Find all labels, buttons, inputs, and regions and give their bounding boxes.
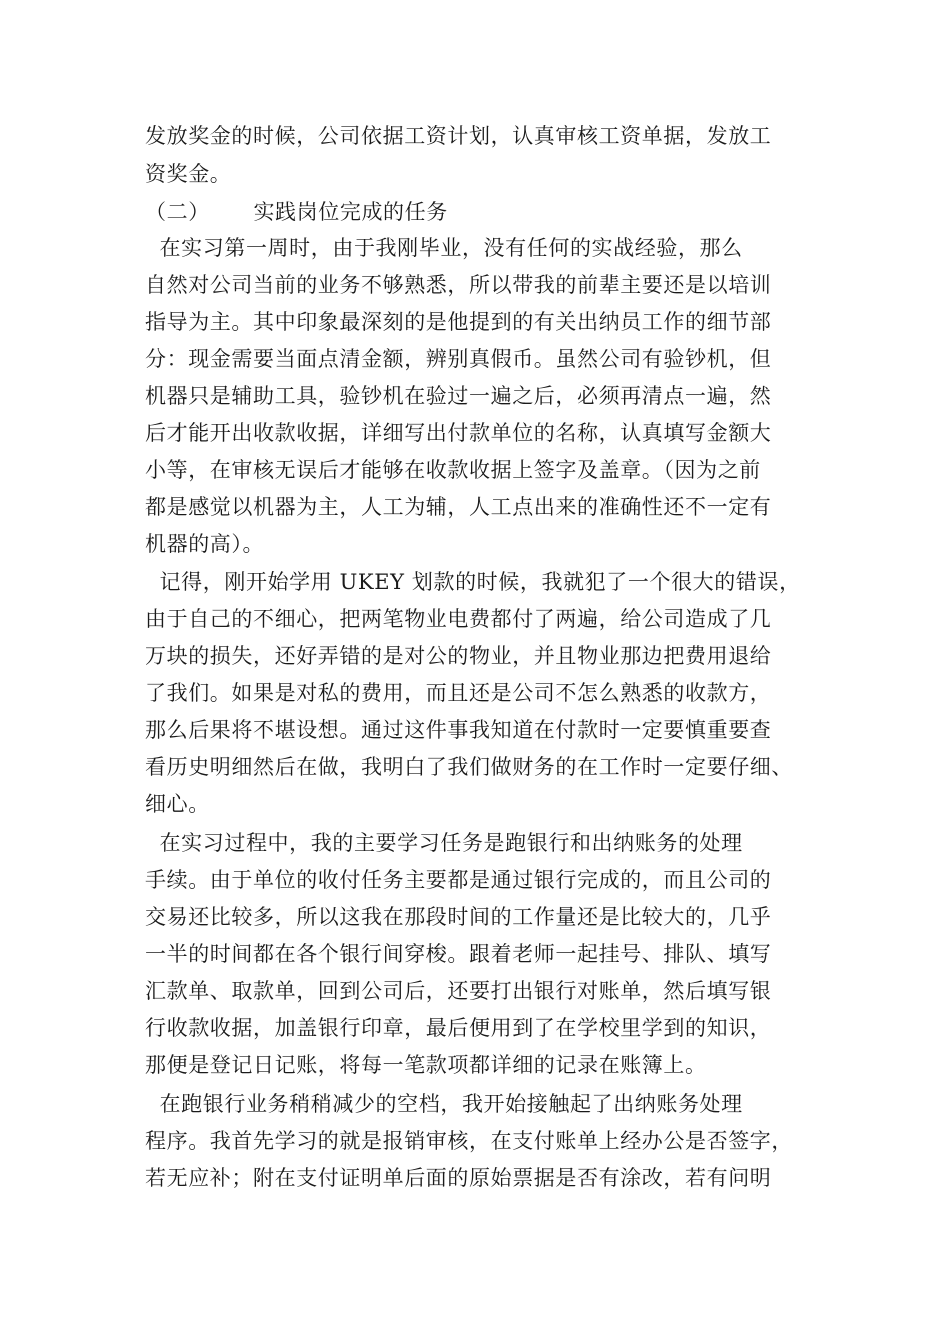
text-line: 由于自己的不细心，把两笔物业电费都付了两遍，给公司造成了几 (145, 607, 772, 631)
text-line: 在实习第一周时，由于我刚毕业，没有任何的实战经验，那么 (145, 236, 743, 260)
text-line: 程序。我首先学习的就是报销审核，在支付账单上经办公是否签字， (145, 1129, 793, 1153)
text-line: 了我们。如果是对私的费用，而且还是公司不怎么熟悉的收款方， (145, 681, 772, 705)
text-line: 那么后果将不堪设想。通过这件事我知道在付款时一定要慎重要查 (145, 718, 772, 742)
text-line: 在实习过程中，我的主要学习任务是跑银行和出纳账务的处理 (145, 831, 743, 855)
text-line: 交易还比较多，所以这我在那段时间的工作量还是比较大的，几乎 (145, 905, 772, 929)
text-line: 分：现金需要当面点清金额，辨别真假币。虽然公司有验钞机，但 (145, 347, 772, 371)
text-line: 那便是登记日记账，将每一笔款项都详细的记录在账簿上。 (145, 1053, 707, 1077)
text-line: 指导为主。其中印象最深刻的是他提到的有关出纳员工作的细节部 (145, 310, 772, 334)
text-line: 机器的高）。 (145, 532, 265, 556)
text-line: 都是感觉以机器为主，人工为辅，人工点出来的准确性还不一定有 (145, 495, 772, 519)
text-line: 万块的损失，还好弄错的是对公的物业，并且物业那边把费用退给 (145, 644, 772, 668)
text-line: 看历史明细然后在做，我明白了我们做财务的在工作时一定要仔细、 (145, 755, 793, 779)
text-line: 在跑银行业务稍稍减少的空档，我开始接触起了出纳账务处理 (145, 1092, 743, 1116)
text-line: 小等，在审核无误后才能够在收款收据上签字及盖章。（因为之前 (145, 458, 761, 482)
text-line: 资奖金。 (145, 162, 232, 186)
text-line: 自然对公司当前的业务不够熟悉，所以带我的前辈主要还是以培训 (145, 273, 772, 297)
text-line: 后才能开出收款收据，详细写出付款单位的名称，认真填写金额大 (145, 421, 772, 445)
text-line: 手续。由于单位的收付任务主要都是通过银行完成的，而且公司的 (145, 868, 772, 892)
text-line: 若无应补；附在支付证明单后面的原始票据是否有涂改，若有问明 (145, 1166, 772, 1190)
text-line: 细心。 (145, 792, 210, 816)
section-heading: （二） 实践岗位完成的任务 (145, 200, 448, 224)
text-line: 一半的时间都在各个银行间穿梭。跟着老师一起挂号、排队、填写 (145, 942, 772, 966)
text-line: 发放奖金的时候，公司依据工资计划，认真审核工资单据，发放工 (145, 124, 772, 148)
text-line: 行收款收据，加盖银行印章，最后便用到了在学校里学到的知识， (145, 1016, 772, 1040)
text-line: 机器只是辅助工具，验钞机在验过一遍之后，必须再清点一遍，然 (145, 384, 772, 408)
text-line: 记得，刚开始学用 UKEY 划款的时候，我就犯了一个很大的错误， (145, 570, 801, 594)
text-line: 汇款单、取款单，回到公司后，还要打出银行对账单，然后填写银 (145, 979, 772, 1003)
